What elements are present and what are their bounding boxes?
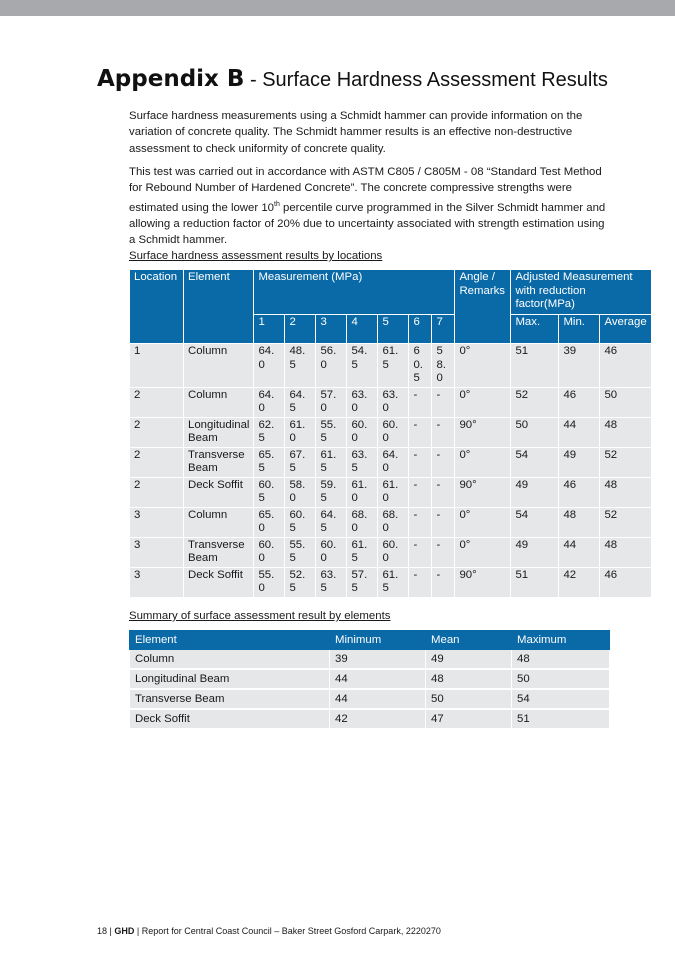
summary-row — [130, 689, 610, 709]
cell-min: 42 — [559, 567, 600, 597]
summary-cell-minimum: 39 — [330, 650, 426, 670]
header-m5: 5 — [378, 315, 409, 344]
table-row — [130, 477, 652, 507]
table-row — [130, 417, 652, 447]
cell-measurement: 63.0 — [347, 387, 378, 417]
cell-average: 50 — [600, 387, 651, 417]
location-results-table — [129, 269, 652, 598]
summary-cell-mean: 49 — [426, 650, 512, 670]
cell-measurement: 57.5 — [347, 567, 378, 597]
page-footer: 18 | GHD | Report for Central Coast Council – Baker Street Gosford Carpark, 2220270 — [97, 926, 441, 936]
summary-cell-maximum: 54 — [512, 689, 610, 709]
cell-measurement: 63.5 — [347, 447, 378, 477]
cell-measurement: - — [409, 387, 432, 417]
cell-element: Transverse Beam — [184, 447, 254, 477]
cell-measurement: 64.0 — [254, 344, 285, 388]
cell-measurement: - — [432, 477, 455, 507]
cell-location: 1 — [130, 344, 184, 388]
top-bar — [0, 0, 675, 16]
cell-element: Column — [184, 344, 254, 388]
cell-measurement: 61.5 — [347, 537, 378, 567]
cell-measurement: 63.0 — [378, 387, 409, 417]
table-row — [130, 507, 652, 537]
cell-measurement: 58.0 — [432, 344, 455, 388]
cell-angle: 0° — [455, 387, 511, 417]
summary-cell-mean: 50 — [426, 689, 512, 709]
header-m1: 1 — [254, 315, 285, 344]
org-name: GHD — [114, 926, 135, 936]
cell-measurement: 65.5 — [254, 447, 285, 477]
table-row — [130, 387, 652, 417]
summary-cell-mean: 47 — [426, 709, 512, 729]
cell-measurement: 60.5 — [285, 507, 316, 537]
summary-cell-minimum: 42 — [330, 709, 426, 729]
summary-cell-minimum: 44 — [330, 689, 426, 709]
cell-measurement: 59.5 — [316, 477, 347, 507]
cell-average: 46 — [600, 344, 651, 388]
cell-angle: 90° — [455, 477, 511, 507]
cell-measurement: 60.0 — [316, 537, 347, 567]
summary-header-mean: Mean — [426, 631, 512, 650]
cell-measurement: 61.0 — [347, 477, 378, 507]
cell-max: 51 — [511, 567, 559, 597]
cell-measurement: 64.0 — [378, 447, 409, 477]
header-max: Max. — [511, 315, 559, 344]
appendix-label: Appendix B — [97, 66, 245, 92]
cell-measurement: 61.0 — [378, 477, 409, 507]
summary-table — [129, 630, 610, 730]
cell-angle: 90° — [455, 417, 511, 447]
cell-measurement: 55.5 — [316, 417, 347, 447]
table-row — [130, 537, 652, 567]
cell-max: 54 — [511, 447, 559, 477]
cell-angle: 90° — [455, 567, 511, 597]
cell-measurement: 62.5 — [254, 417, 285, 447]
appendix-subtitle: - Surface Hardness Assessment Results — [244, 69, 608, 91]
summary-cell-minimum: 44 — [330, 669, 426, 689]
summary-row — [130, 709, 610, 729]
cell-measurement: - — [432, 447, 455, 477]
summary-header-minimum: Minimum — [330, 631, 426, 650]
cell-measurement: 52.5 — [285, 567, 316, 597]
summary-row — [130, 669, 610, 689]
cell-measurement: 63.5 — [316, 567, 347, 597]
header-min: Min. — [559, 315, 600, 344]
cell-max: 51 — [511, 344, 559, 388]
cell-element: Longitudinal Beam — [184, 417, 254, 447]
cell-min: 48 — [559, 507, 600, 537]
cell-measurement: 61.5 — [378, 567, 409, 597]
summary-cell-mean: 48 — [426, 669, 512, 689]
summary-cell-maximum: 48 — [512, 650, 610, 670]
header-angle: Angle / Remarks — [455, 270, 511, 344]
intro-paragraph-1: Surface hardness measurements using a Schmidt hammer can provide information on the variation of concrete quality. The Schmidt hammer results is an effective non-destructive assessment to check uniformity of concrete quality. — [129, 110, 583, 155]
cell-measurement: 48.5 — [285, 344, 316, 388]
cell-measurement: 54.5 — [347, 344, 378, 388]
cell-max: 49 — [511, 537, 559, 567]
cell-min: 49 — [559, 447, 600, 477]
cell-measurement: 55.0 — [254, 567, 285, 597]
page-title — [97, 66, 657, 92]
summary-cell-element: Transverse Beam — [130, 689, 330, 709]
header-m3: 3 — [316, 315, 347, 344]
summary-cell-maximum: 50 — [512, 669, 610, 689]
cell-average: 52 — [600, 447, 651, 477]
cell-measurement: 68.0 — [347, 507, 378, 537]
cell-measurement: 65.0 — [254, 507, 285, 537]
superscript-th: th — [274, 200, 280, 208]
cell-measurement: 60.5 — [254, 477, 285, 507]
cell-min: 39 — [559, 344, 600, 388]
cell-location: 2 — [130, 447, 184, 477]
cell-angle: 0° — [455, 507, 511, 537]
cell-measurement: - — [409, 447, 432, 477]
cell-measurement: 61.0 — [285, 417, 316, 447]
page-number: 18 — [97, 926, 108, 936]
cell-measurement: 68.0 — [378, 507, 409, 537]
summary-cell-element: Deck Soffit — [130, 709, 330, 729]
table-row — [130, 344, 652, 388]
cell-measurement: - — [409, 537, 432, 567]
cell-max: 50 — [511, 417, 559, 447]
cell-measurement: 57.0 — [316, 387, 347, 417]
cell-angle: 0° — [455, 344, 511, 388]
cell-angle: 0° — [455, 447, 511, 477]
cell-min: 46 — [559, 387, 600, 417]
cell-max: 54 — [511, 507, 559, 537]
header-average: Average — [600, 315, 651, 344]
summary-cell-element: Column — [130, 650, 330, 670]
cell-max: 49 — [511, 477, 559, 507]
cell-measurement: 56.0 — [316, 344, 347, 388]
cell-measurement: 64.0 — [254, 387, 285, 417]
header-m4: 4 — [347, 315, 378, 344]
cell-measurement: - — [432, 567, 455, 597]
summary-cell-element: Longitudinal Beam — [130, 669, 330, 689]
cell-measurement: 60.0 — [347, 417, 378, 447]
cell-location: 2 — [130, 417, 184, 447]
cell-element: Transverse Beam — [184, 537, 254, 567]
cell-element: Column — [184, 387, 254, 417]
cell-average: 46 — [600, 567, 651, 597]
cell-min: 46 — [559, 477, 600, 507]
footer-text: Report for Central Coast Council – Baker Street Gosford Carpark, 2220270 — [141, 926, 441, 936]
cell-location: 3 — [130, 537, 184, 567]
intro-paragraph-2: This test was carried out in accordance with ASTM C805 / C805M - 08 “Standard Test Method for Rebound Number of Hardened Concrete”. The concrete compressive strengths were estimated using the lower 10th percentile curve programmed in the Silver Schmidt hammer and allowing a reduction factor of 20% due to uncertainty associated with strength estimation using a Schmidt hammer. — [129, 166, 606, 246]
cell-element: Deck Soffit — [184, 477, 254, 507]
cell-measurement: - — [432, 387, 455, 417]
cell-location: 3 — [130, 567, 184, 597]
header-adjusted: Adjusted Measurement with reduction factor(MPa) — [511, 270, 651, 315]
cell-measurement: - — [432, 507, 455, 537]
cell-min: 44 — [559, 417, 600, 447]
cell-measurement: - — [432, 417, 455, 447]
cell-measurement: - — [432, 537, 455, 567]
table1-caption: Surface hardness assessment results by locations — [129, 250, 383, 262]
header-m7: 7 — [432, 315, 455, 344]
cell-measurement: 61.5 — [316, 447, 347, 477]
cell-measurement: 55.5 — [285, 537, 316, 567]
cell-location: 2 — [130, 477, 184, 507]
cell-measurement: 61.5 — [378, 344, 409, 388]
cell-average: 48 — [600, 417, 651, 447]
cell-element: Column — [184, 507, 254, 537]
cell-measurement: 60.0 — [378, 417, 409, 447]
cell-measurement: - — [409, 477, 432, 507]
table-row — [130, 447, 652, 477]
cell-measurement: 60.5 — [409, 344, 432, 388]
cell-measurement: 58.0 — [285, 477, 316, 507]
cell-average: 48 — [600, 477, 651, 507]
cell-measurement: - — [409, 417, 432, 447]
cell-element: Deck Soffit — [184, 567, 254, 597]
cell-measurement: 64.5 — [285, 387, 316, 417]
cell-location: 3 — [130, 507, 184, 537]
cell-location: 2 — [130, 387, 184, 417]
summary-header-element: Element — [130, 631, 330, 650]
cell-measurement: 60.0 — [254, 537, 285, 567]
header-element: Element — [184, 270, 254, 344]
cell-measurement: - — [409, 567, 432, 597]
summary-header-maximum: Maximum — [512, 631, 610, 650]
summary-cell-maximum: 51 — [512, 709, 610, 729]
cell-average: 52 — [600, 507, 651, 537]
cell-measurement: - — [409, 507, 432, 537]
cell-angle: 0° — [455, 537, 511, 567]
header-m2: 2 — [285, 315, 316, 344]
cell-min: 44 — [559, 537, 600, 567]
cell-average: 48 — [600, 537, 651, 567]
cell-measurement: 64.5 — [316, 507, 347, 537]
header-m6: 6 — [409, 315, 432, 344]
cell-measurement: 67.5 — [285, 447, 316, 477]
summary-row — [130, 650, 610, 670]
cell-max: 52 — [511, 387, 559, 417]
table-row — [130, 567, 652, 597]
header-measurement: Measurement (MPa) — [254, 270, 455, 315]
header-location: Location — [130, 270, 184, 344]
table2-caption: Summary of surface assessment result by elements — [129, 610, 391, 622]
cell-measurement: 60.0 — [378, 537, 409, 567]
